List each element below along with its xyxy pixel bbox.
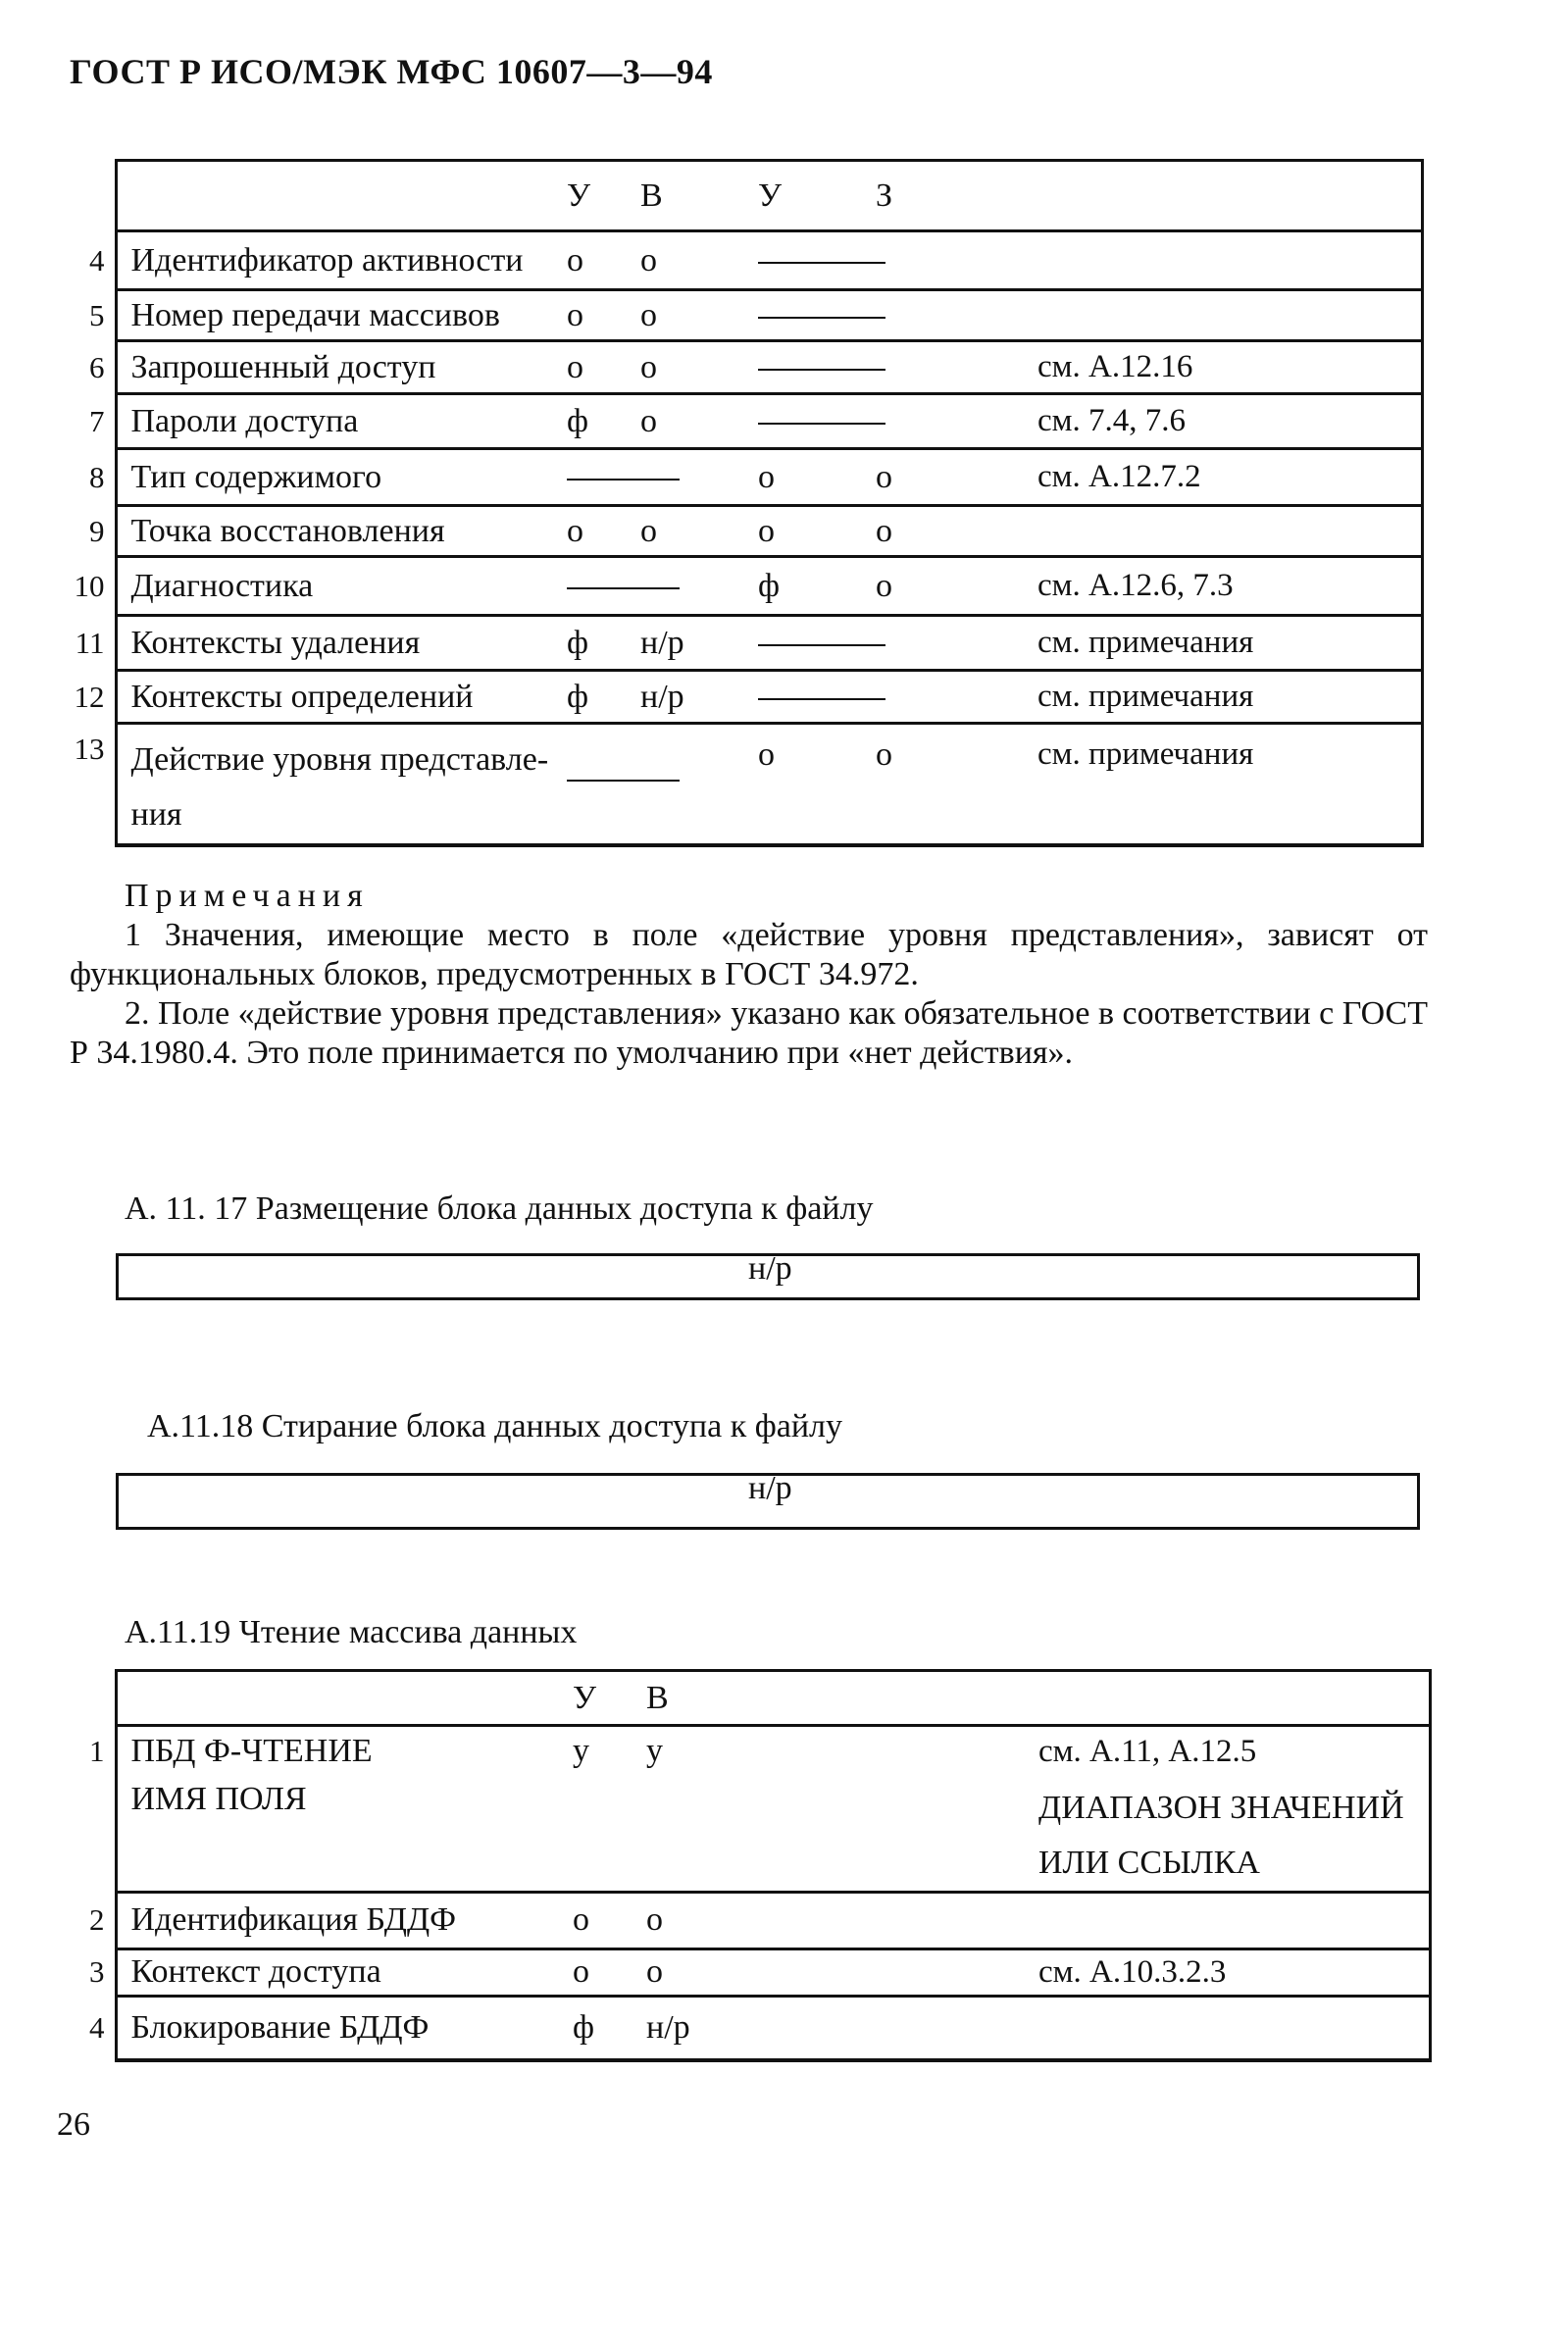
field-name: Идентификатор активности	[116, 231, 567, 290]
row-number: 3	[89, 1954, 105, 1989]
field-name: Пароли доступа	[116, 394, 567, 449]
col-header-v: В	[646, 1671, 764, 1726]
cell-dash	[758, 616, 1037, 671]
table-row	[27, 724, 1422, 845]
cell-v: о	[646, 1948, 764, 1996]
cell-v: о	[646, 1892, 764, 1948]
section-17-value: н/р	[748, 1250, 792, 1287]
table-row	[27, 449, 1422, 506]
cell-dash	[567, 449, 758, 506]
fields-table-2	[27, 1669, 1432, 2062]
cell-dash	[758, 231, 1037, 290]
cell-z: о	[876, 724, 1037, 845]
field-name: Точка восстановления	[116, 506, 567, 557]
document-header: ГОСТ Р ИСО/МЭК МФС 10607—3—94	[70, 52, 713, 91]
table-row	[27, 1726, 1430, 1777]
cell-dash	[758, 341, 1037, 394]
subheader-range-line1: ДИАПАЗОН ЗНАЧЕНИЙ	[1038, 1789, 1404, 1826]
section-17-box	[116, 1250, 1420, 1300]
cell-dash	[567, 724, 758, 845]
cell-dash	[758, 394, 1037, 449]
cell-z: о	[876, 557, 1037, 616]
field-name	[116, 724, 567, 845]
table-row	[27, 1996, 1430, 2060]
note-2: 2. Поле «действие уровня представления» указано как обязательное в соответствии с ГОСТ Р 34.1980.4. Это поле принимается по умолчанию при «нет действия».	[70, 995, 1428, 1071]
field-name: Идентификация БДДФ	[116, 1892, 573, 1948]
table-header-row	[27, 161, 1422, 231]
cell-u: о	[567, 341, 640, 394]
page-number: 26	[57, 2106, 90, 2143]
cell-v: н/р	[640, 671, 758, 724]
cell-u: ф	[567, 394, 640, 449]
cell-dash	[758, 671, 1037, 724]
cell-z: о	[876, 449, 1037, 506]
section-17-title: А. 11. 17 Размещение блока данных доступа к файлу	[125, 1190, 874, 1227]
table-row	[27, 394, 1422, 449]
cell-u: ф	[567, 616, 640, 671]
row-number: 6	[89, 349, 105, 384]
cell-ref: см. примечания	[1037, 724, 1422, 845]
cell-u2: о	[758, 724, 876, 845]
cell-ref: см. А.12.7.2	[1037, 449, 1422, 506]
notes-block	[70, 877, 1428, 1073]
table-row	[27, 1892, 1430, 1948]
table-row	[27, 671, 1422, 724]
cell-u2: о	[758, 506, 876, 557]
col-header-u: У	[567, 161, 640, 231]
cell-ref: см. А.12.6, 7.3	[1037, 557, 1422, 616]
section-18-title: А.11.18 Стирание блока данных доступа к файлу	[147, 1408, 843, 1444]
table-row	[27, 1948, 1430, 1996]
cell-u: ф	[573, 1996, 646, 2060]
row-number: 2	[89, 1902, 105, 1937]
cell-dash	[758, 290, 1037, 341]
cell-v: о	[640, 394, 758, 449]
row-number: 4	[89, 2010, 105, 2045]
row-number: 11	[75, 625, 105, 660]
cell-ref	[1038, 1996, 1430, 2060]
cell-ref: см. примечания	[1037, 671, 1422, 724]
subheader-range	[1038, 1777, 1430, 1893]
row-number: 7	[89, 403, 105, 438]
cell-v: о	[640, 231, 758, 290]
field-name: Диагностика	[116, 557, 567, 616]
field-name: Тип содержимого	[116, 449, 567, 506]
field-name-line2: ния	[130, 796, 182, 833]
cell-u: о	[573, 1892, 646, 1948]
cell-ref: см. А.12.16	[1037, 341, 1422, 394]
note-1: 1 Значения, имеющие место в поле «действие уровня представления», зависят от функциональных блоков, предусмотренных в ГОСТ 34.972.	[70, 917, 1428, 992]
cell-ref: см. А.11, А.12.5	[1038, 1726, 1430, 1777]
section-18-value: н/р	[748, 1470, 792, 1506]
cell-u2: ф	[758, 557, 876, 616]
cell-dash	[567, 557, 758, 616]
field-name: ПБД Ф-ЧТЕНИЕ	[116, 1726, 573, 1777]
cell-u: о	[567, 290, 640, 341]
col-header-u2: У	[758, 161, 876, 231]
row-number: 12	[74, 679, 105, 714]
table-row	[27, 341, 1422, 394]
row-number: 1	[89, 1733, 105, 1768]
table-row	[27, 290, 1422, 341]
cell-v: н/р	[640, 616, 758, 671]
table-row	[27, 506, 1422, 557]
field-name-line1: Действие уровня представле-	[130, 741, 549, 778]
cell-v: о	[640, 506, 758, 557]
col-header-z: З	[876, 161, 1037, 231]
cell-ref: см. 7.4, 7.6	[1037, 394, 1422, 449]
field-name: Запрошенный доступ	[116, 341, 567, 394]
table-header-row	[27, 1671, 1430, 1726]
field-name: Контексты удаления	[116, 616, 567, 671]
subheader-field-name: ИМЯ ПОЛЯ	[116, 1777, 573, 1893]
table-row	[27, 231, 1422, 290]
row-number: 10	[74, 568, 105, 603]
cell-v: о	[640, 341, 758, 394]
cell-u: у	[573, 1726, 646, 1777]
section-18-box	[116, 1470, 1420, 1530]
field-name: Блокирование БДДФ	[116, 1996, 573, 2060]
field-name: Контекст доступа	[116, 1948, 573, 1996]
cell-ref: см. А.10.3.2.3	[1038, 1948, 1430, 1996]
subheader-range-line2: ИЛИ ССЫЛКА	[1038, 1844, 1260, 1881]
cell-u: о	[573, 1948, 646, 1996]
table-row	[27, 616, 1422, 671]
cell-u: о	[567, 506, 640, 557]
cell-v: у	[646, 1726, 764, 1777]
subheader-row	[27, 1777, 1430, 1893]
cell-u2: о	[758, 449, 876, 506]
cell-v: н/р	[646, 1996, 764, 2060]
field-name: Контексты определений	[116, 671, 567, 724]
row-number: 4	[89, 242, 105, 278]
table-row	[27, 557, 1422, 616]
cell-z: о	[876, 506, 1037, 557]
col-header-u: У	[573, 1671, 646, 1726]
row-number: 9	[89, 513, 105, 548]
row-number: 13	[74, 731, 105, 766]
cell-u: о	[567, 231, 640, 290]
cell-ref: см. примечания	[1037, 616, 1422, 671]
cell-ref	[1037, 231, 1422, 290]
cell-ref	[1037, 290, 1422, 341]
row-number: 5	[89, 297, 105, 332]
cell-ref	[1037, 506, 1422, 557]
cell-ref	[1038, 1892, 1430, 1948]
fields-table-1	[27, 159, 1424, 847]
col-header-v: В	[640, 161, 758, 231]
cell-v: о	[640, 290, 758, 341]
section-19-title: А.11.19 Чтение массива данных	[125, 1614, 578, 1650]
field-name: Номер передачи массивов	[116, 290, 567, 341]
notes-title: Примечания	[125, 878, 370, 914]
row-number: 8	[89, 459, 105, 494]
cell-u: ф	[567, 671, 640, 724]
